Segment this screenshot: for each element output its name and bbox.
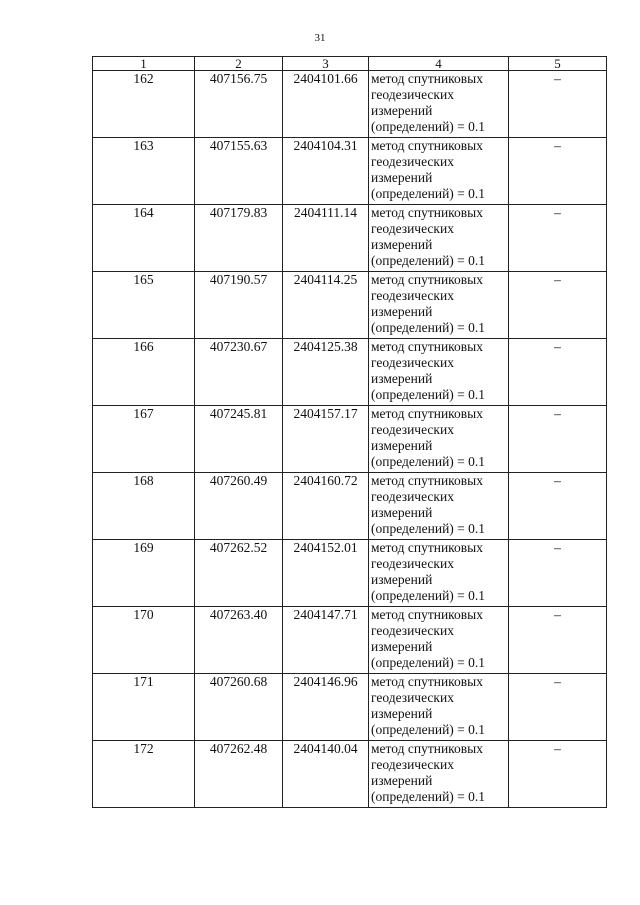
coordinates-table bbox=[92, 56, 607, 808]
table-row bbox=[93, 540, 607, 607]
note-cell: – bbox=[509, 205, 607, 272]
method-cell: метод спутниковых геодезических измерений (определений) = 0.1 bbox=[369, 473, 509, 540]
x-coordinate-cell: 407262.52 bbox=[195, 540, 283, 607]
point-number-cell: 172 bbox=[93, 741, 195, 808]
table-row bbox=[93, 272, 607, 339]
table-row bbox=[93, 674, 607, 741]
table-header-row bbox=[93, 57, 607, 71]
y-coordinate-cell: 2404157.17 bbox=[283, 406, 369, 473]
method-cell: метод спутниковых геодезических измерений (определений) = 0.1 bbox=[369, 741, 509, 808]
note-cell: – bbox=[509, 607, 607, 674]
page-number: 31 bbox=[314, 32, 326, 44]
point-number-cell: 166 bbox=[93, 339, 195, 406]
method-cell: метод спутниковых геодезических измерений (определений) = 0.1 bbox=[369, 272, 509, 339]
y-coordinate-cell: 2404125.38 bbox=[283, 339, 369, 406]
point-number-cell: 163 bbox=[93, 138, 195, 205]
x-coordinate-cell: 407230.67 bbox=[195, 339, 283, 406]
method-cell: метод спутниковых геодезических измерений (определений) = 0.1 bbox=[369, 674, 509, 741]
note-cell: – bbox=[509, 406, 607, 473]
column-header: 2 bbox=[195, 57, 283, 71]
method-cell: метод спутниковых геодезических измерений (определений) = 0.1 bbox=[369, 205, 509, 272]
column-header: 5 bbox=[509, 57, 607, 71]
column-header: 3 bbox=[283, 57, 369, 71]
y-coordinate-cell: 2404160.72 bbox=[283, 473, 369, 540]
point-number-cell: 164 bbox=[93, 205, 195, 272]
method-cell: метод спутниковых геодезических измерений (определений) = 0.1 bbox=[369, 540, 509, 607]
table-row bbox=[93, 339, 607, 406]
x-coordinate-cell: 407245.81 bbox=[195, 406, 283, 473]
note-cell: – bbox=[509, 540, 607, 607]
table-row bbox=[93, 406, 607, 473]
note-cell: – bbox=[509, 473, 607, 540]
y-coordinate-cell: 2404101.66 bbox=[283, 71, 369, 138]
table-row bbox=[93, 473, 607, 540]
y-coordinate-cell: 2404152.01 bbox=[283, 540, 369, 607]
table-row bbox=[93, 138, 607, 205]
point-number-cell: 171 bbox=[93, 674, 195, 741]
y-coordinate-cell: 2404104.31 bbox=[283, 138, 369, 205]
point-number-cell: 162 bbox=[93, 71, 195, 138]
x-coordinate-cell: 407156.75 bbox=[195, 71, 283, 138]
note-cell: – bbox=[509, 71, 607, 138]
x-coordinate-cell: 407179.83 bbox=[195, 205, 283, 272]
x-coordinate-cell: 407263.40 bbox=[195, 607, 283, 674]
x-coordinate-cell: 407155.63 bbox=[195, 138, 283, 205]
table-row bbox=[93, 205, 607, 272]
column-header: 4 bbox=[369, 57, 509, 71]
method-cell: метод спутниковых геодезических измерений (определений) = 0.1 bbox=[369, 406, 509, 473]
note-cell: – bbox=[509, 272, 607, 339]
method-cell: метод спутниковых геодезических измерений (определений) = 0.1 bbox=[369, 71, 509, 138]
note-cell: – bbox=[509, 138, 607, 205]
y-coordinate-cell: 2404114.25 bbox=[283, 272, 369, 339]
table-row bbox=[93, 741, 607, 808]
note-cell: – bbox=[509, 674, 607, 741]
table-row bbox=[93, 607, 607, 674]
y-coordinate-cell: 2404140.04 bbox=[283, 741, 369, 808]
method-cell: метод спутниковых геодезических измерений (определений) = 0.1 bbox=[369, 607, 509, 674]
y-coordinate-cell: 2404146.96 bbox=[283, 674, 369, 741]
x-coordinate-cell: 407190.57 bbox=[195, 272, 283, 339]
point-number-cell: 168 bbox=[93, 473, 195, 540]
method-cell: метод спутниковых геодезических измерений (определений) = 0.1 bbox=[369, 339, 509, 406]
y-coordinate-cell: 2404147.71 bbox=[283, 607, 369, 674]
y-coordinate-cell: 2404111.14 bbox=[283, 205, 369, 272]
x-coordinate-cell: 407262.48 bbox=[195, 741, 283, 808]
note-cell: – bbox=[509, 741, 607, 808]
point-number-cell: 169 bbox=[93, 540, 195, 607]
method-cell: метод спутниковых геодезических измерений (определений) = 0.1 bbox=[369, 138, 509, 205]
x-coordinate-cell: 407260.49 bbox=[195, 473, 283, 540]
point-number-cell: 165 bbox=[93, 272, 195, 339]
note-cell: – bbox=[509, 339, 607, 406]
table-row bbox=[93, 71, 607, 138]
point-number-cell: 170 bbox=[93, 607, 195, 674]
x-coordinate-cell: 407260.68 bbox=[195, 674, 283, 741]
column-header: 1 bbox=[93, 57, 195, 71]
point-number-cell: 167 bbox=[93, 406, 195, 473]
